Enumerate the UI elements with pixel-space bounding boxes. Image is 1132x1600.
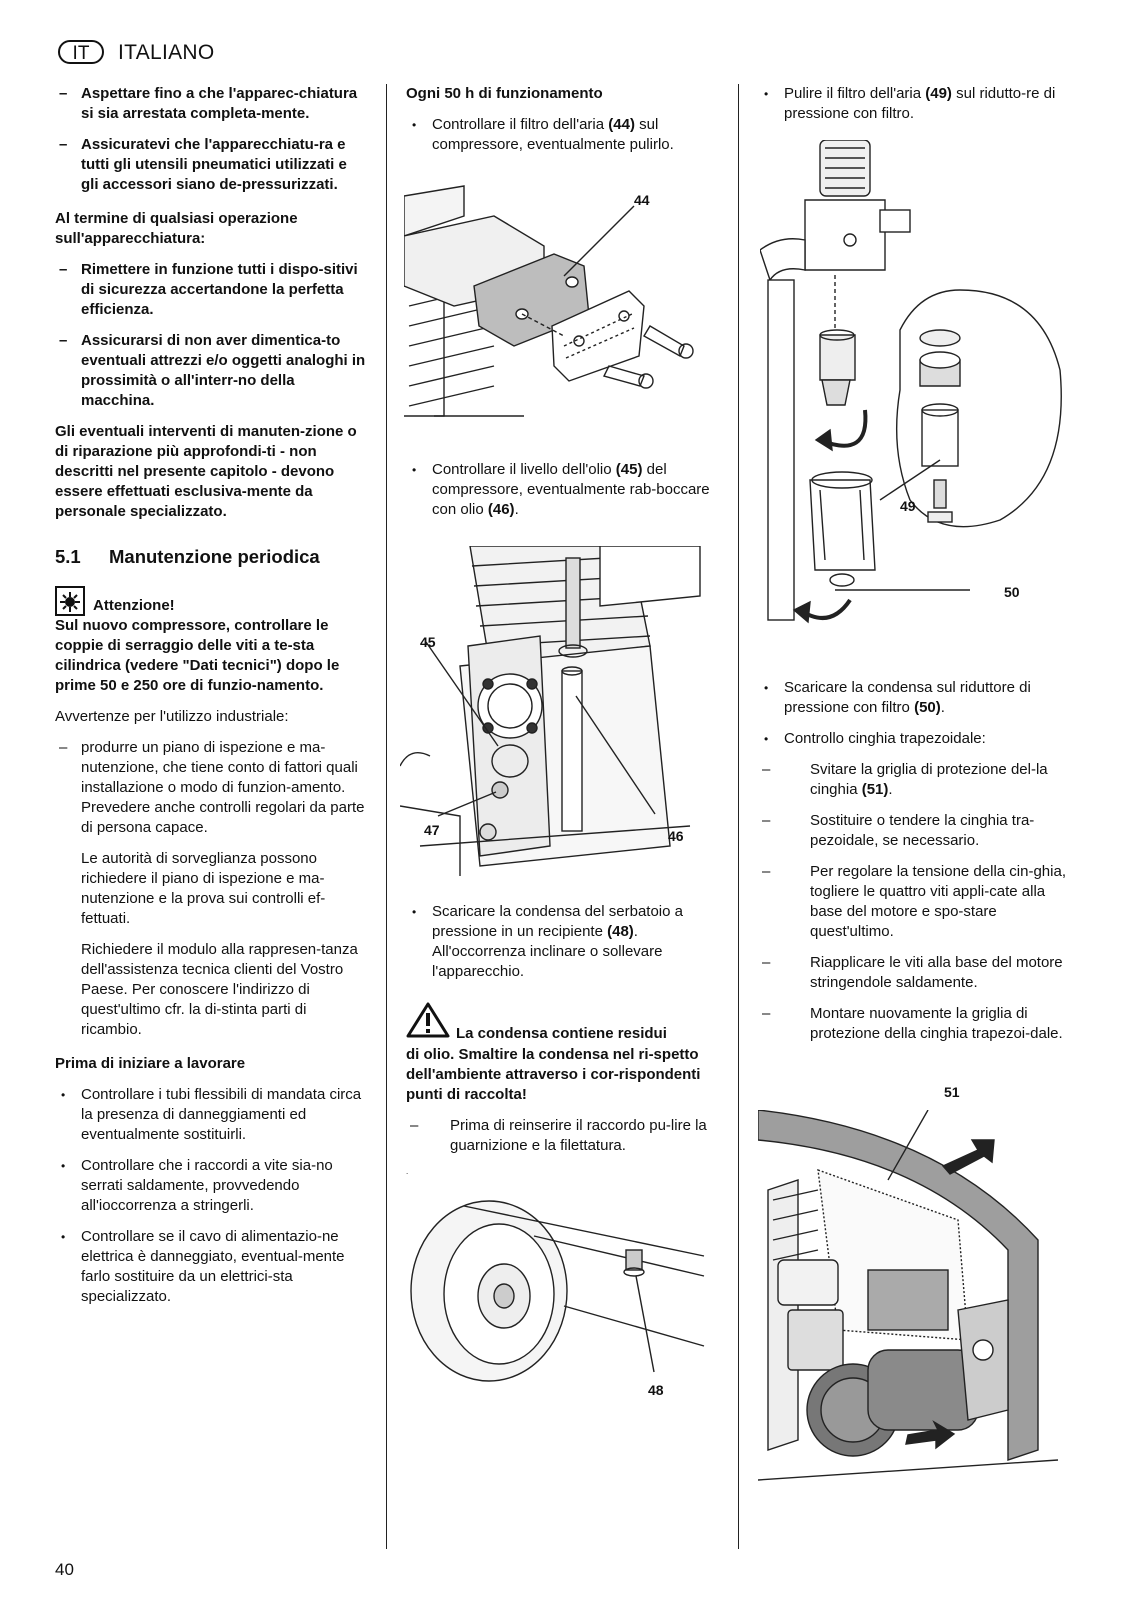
callout-46: 46 [668,828,684,844]
column-2 [406,84,714,166]
maintenance-item: • Controllare il filtro dell'aria (44) sul compressore, eventualmente pulirlo. [406,115,714,155]
attention-icon [55,586,85,616]
checklist-item: • Controllare se il cavo di alimentazio-ne elettrica è danneggiato, eventual-mente farlo sostituire da un elettrici-sta specializzato. [55,1227,367,1307]
column-divider-1 [386,84,387,1549]
checklist-item: • Controllare i tubi flessibili di mandata circa la presenza di danneggiamenti ed eventualmente sostituirli. [55,1085,367,1145]
maintenance-item: • Scaricare la condensa del serbatoio a pressione in un recipiente (48). All'occorrenza inclinare o sollevare l'apparecchio. [406,902,714,982]
section-number: 5.1 [55,546,81,567]
belt-step: – Sostituire o tendere la cinghia tra-pezoidale, se necessario. [758,811,1074,851]
industrial-intro: Avvertenze per l'utilizzo industriale: [55,708,289,725]
warning-triangle-icon [406,1002,450,1045]
callout-51: 51 [944,1084,960,1100]
callout-47: 47 [424,822,440,838]
air-filter-illustration [404,176,722,428]
column-2-oil [406,460,714,531]
attention-text: Sul nuovo compressore, controllare le coppie di serraggio delle viti a te-sta cilindrica (vedere "Dati tecnici") dopo le prime 50 e 250 ore di funzio-namento. [55,617,340,694]
language-badge: IT [58,40,104,64]
industrial-dash: – produrre un piano di ispezione e ma-nutenzione, che tiene conto di fattori quali installazione o modo di funzion-amento. Prevedere anche controlli regolari da parte di persona capace. [55,738,367,838]
callout-48: 48 [648,1382,664,1398]
page-number: 40 [55,1560,74,1579]
pressure-reducer-illustration [760,140,1080,650]
industrial-paragraph: Le autorità di sorveglianza possono richiedere il piano di ispezione e ma-nutenzione e la prova sui controlli ef-fettuati. [81,850,326,927]
stray-dot: . [406,1167,409,1176]
bold-paragraph: Gli eventuali interventi di manuten-zione o di riparazione più approfondi-ti - non descritti nel presente capitolo - devono essere effettuati esclusiva-mente da personale specializzato. [55,423,357,520]
column-2-condensate [406,902,714,1177]
callout-45: 45 [420,634,436,650]
column-3-belt [758,678,1074,1055]
maintenance-item: • Controllo cinghia trapezoidale: [758,729,1074,749]
instruction-dash: – Aspettare fino a che l'apparec-chiatura si sia arrestata completa-mente. [55,84,367,124]
instruction-dash: – Assicuratevi che l'apparecchiatu-ra e tutti gli utensili pneumatici utilizzati e gli accessori siano de-pressurizzati. [55,135,367,195]
warning-block [406,1002,714,1105]
column-1 [55,84,367,1318]
callout-50: 50 [1004,584,1020,600]
column-3 [758,84,1074,135]
section-heading [55,546,367,568]
belt-guard-illustration [758,1110,1078,1490]
section-title: Manutenzione periodica [109,546,320,567]
belt-step: – Montare nuovamente la griglia di protezione della cinghia trapezoi-dale. [758,1004,1074,1044]
language-title: ITALIANO [118,41,215,64]
attention-block [55,586,367,696]
subheading-end: Al termine di qualsiasi operazione sull'apparecchiatura: [55,210,298,247]
attention-label: Attenzione! [93,597,175,614]
belt-step: – Per regolare la tensione della cin-ghia, togliere le quattro viti appli-cate alla base del motore e spo-stare quest'ultimo. [758,862,1074,942]
callout-49: 49 [900,498,916,514]
warning-text: di olio. Smaltire la condensa nel ri-spetto dell'ambiente attraverso i cor-rispondenti punti di raccolta! [406,1046,701,1103]
callout-44: 44 [634,192,650,208]
belt-step: – Riapplicare le viti alla base del motore stringendole saldamente. [758,953,1074,993]
instruction-dash: – Assicurarsi di non aver dimentica-to eventuali attrezzi e/o oggetti analoghi in prossimità o all'interr-no della macchina. [55,331,367,411]
maintenance-item: • Scaricare la condensa sul riduttore di pressione con filtro (50). [758,678,1074,718]
maintenance-item: • Controllare il livello dell'olio (45) del compressore, eventualmente rab-boccare con olio (46). [406,460,714,520]
instruction-dash: – Rimettere in funzione tutti i dispo-sitivi di sicurezza accertandone la perfetta efficienza. [55,260,367,320]
industrial-paragraph: Richiedere il modulo alla rappresen-tanza dell'assistenza tecnica clienti del Vostro Paese. Per conoscere l'indirizzo di quest'ultimo cfr. la di-stinta parti di ricambio. [81,941,358,1038]
before-work-heading: Prima di iniziare a lavorare [55,1055,246,1072]
belt-step: – Svitare la griglia di protezione del-la cinghia (51). [758,760,1074,800]
column-divider-2 [738,84,739,1549]
warning-text-first: La condensa contiene residui [456,1025,667,1042]
interval-heading: Ogni 50 h di funzionamento [406,85,603,102]
checklist-item: • Controllare che i raccordi a vite sia-no serrati saldamente, provvedendo all'ioccorrenza a stringerli. [55,1156,367,1216]
maintenance-item: • Pulire il filtro dell'aria (49) sul riduttо-re di pressione con filtro. [758,84,1074,124]
instruction-dash: – Prima di reinserire il raccordo pu-lire la guarnizione e la filettatura. [406,1116,714,1156]
drain-valve-illustration [404,1196,722,1396]
